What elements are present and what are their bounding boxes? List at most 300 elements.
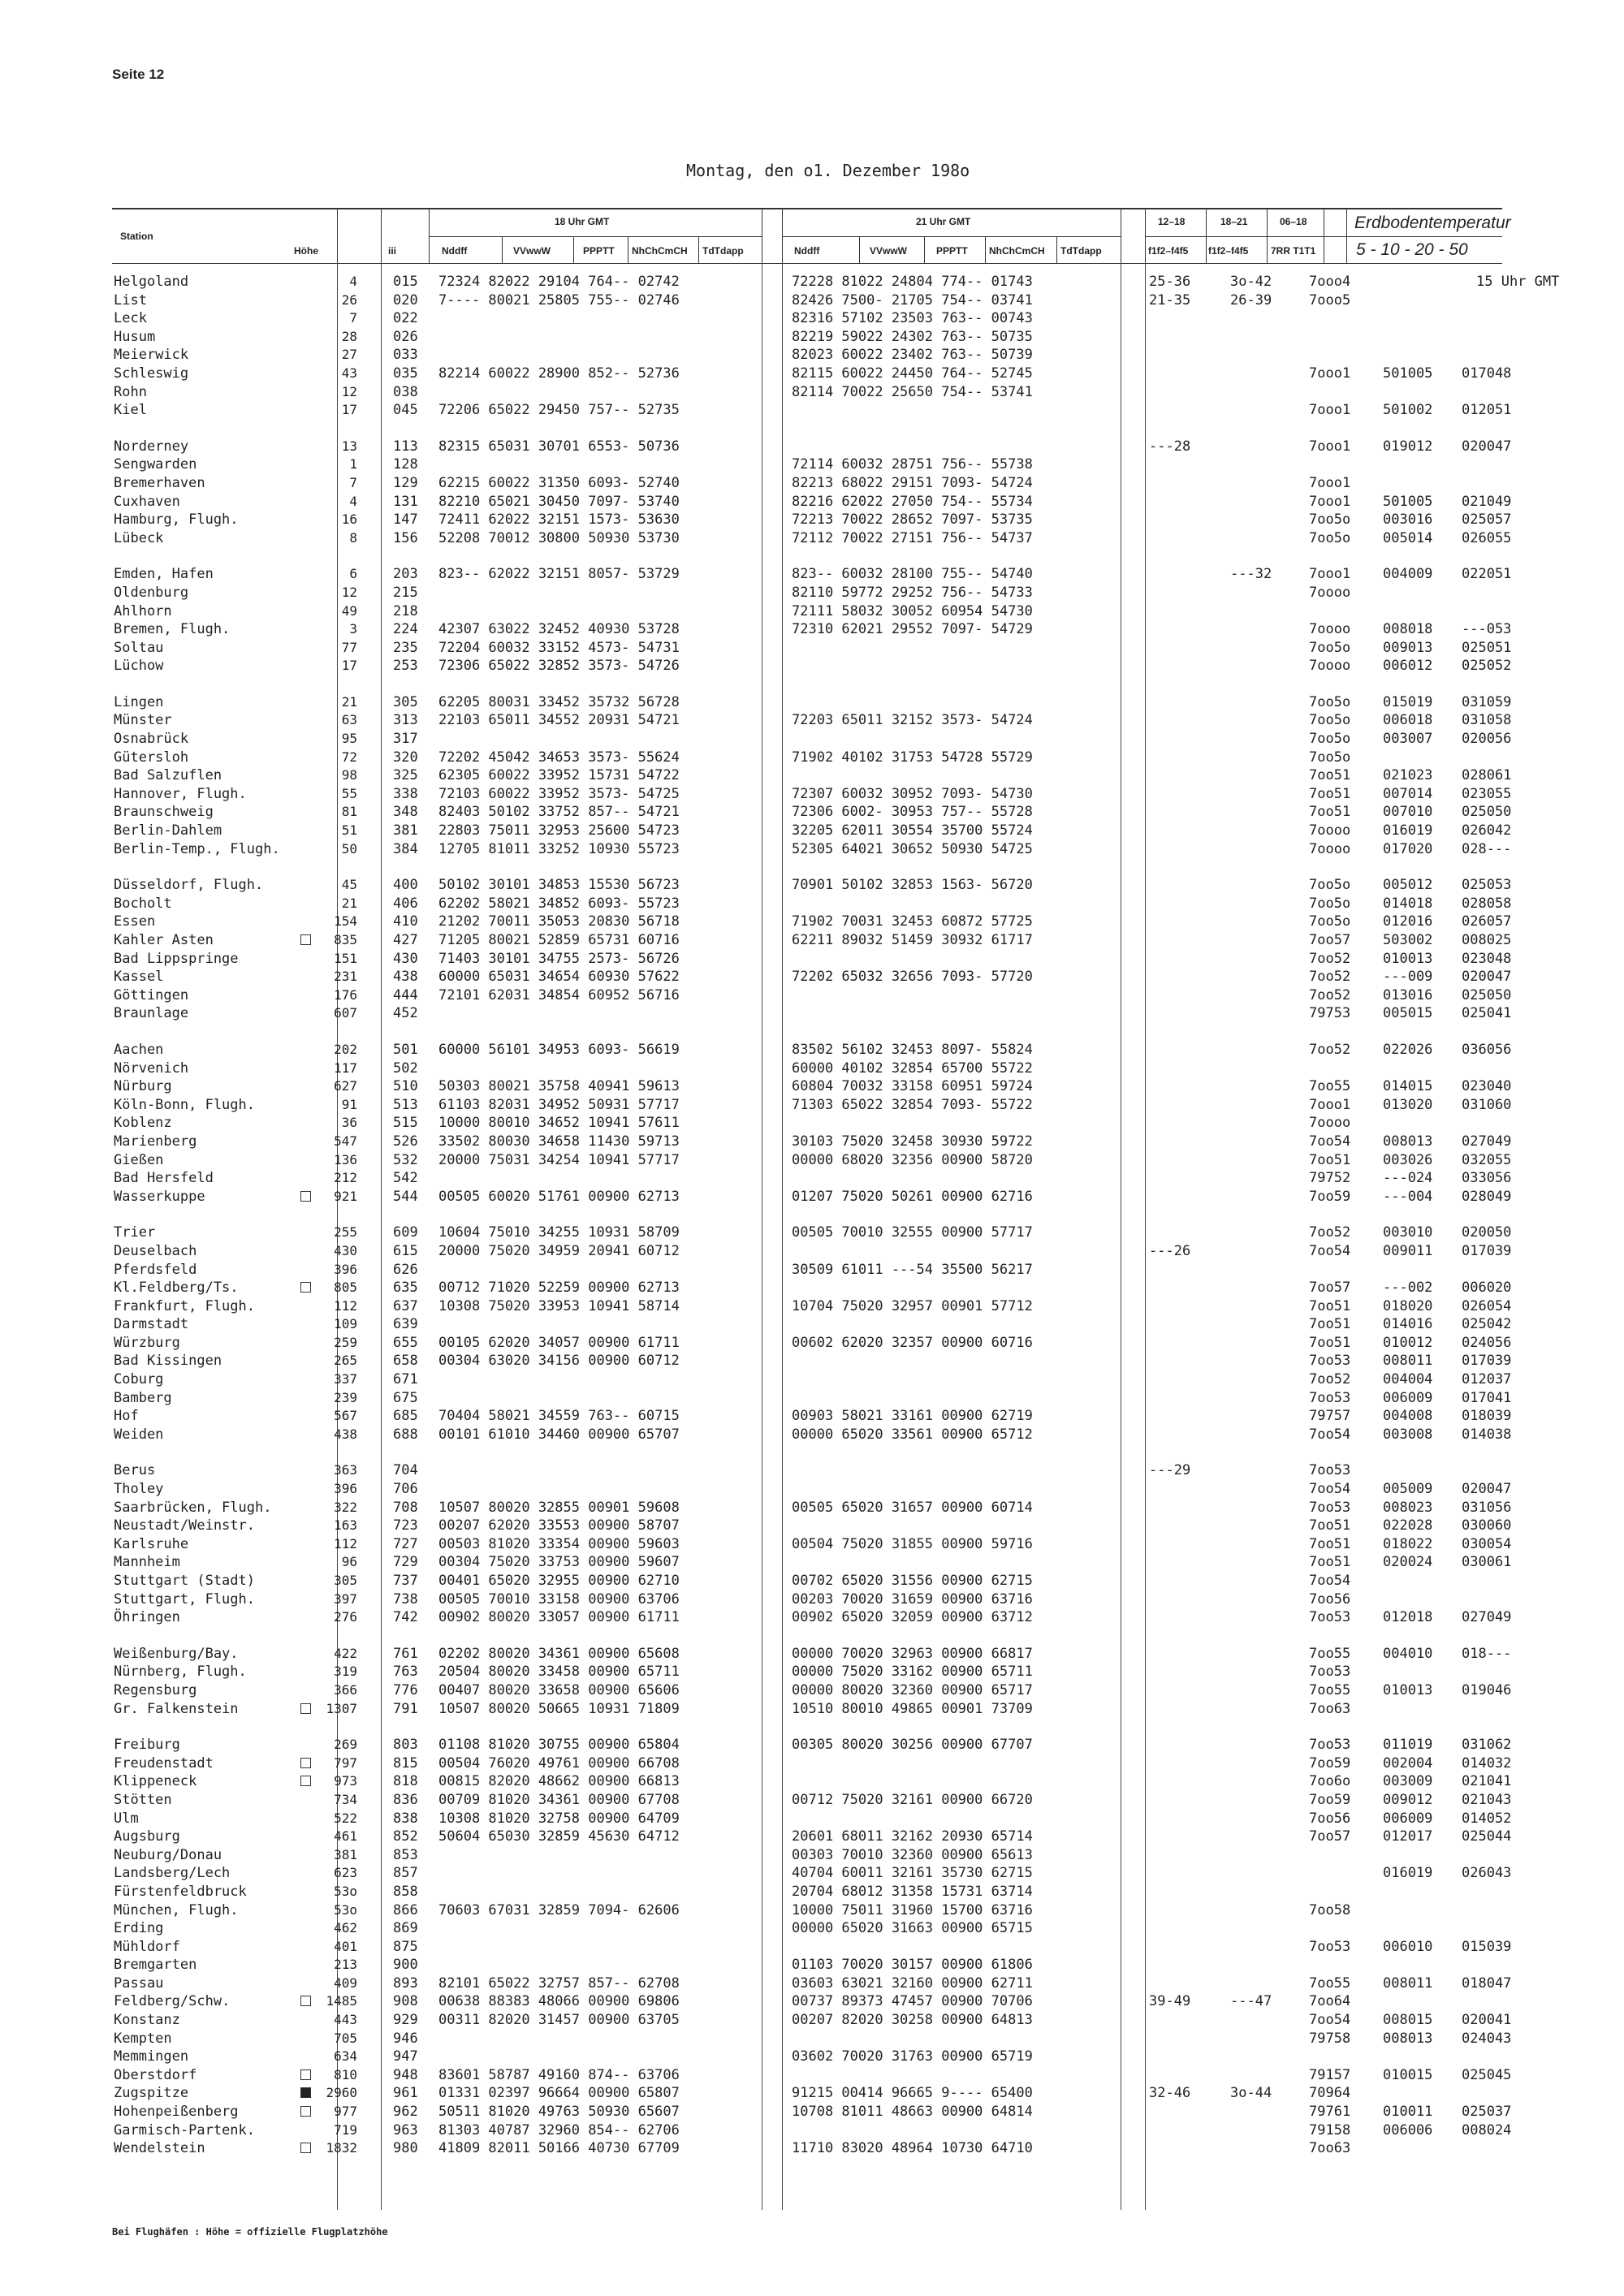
cell-a: 62202 58021 34852 6093- 55723 xyxy=(438,895,680,912)
table-row xyxy=(112,2048,1502,2066)
cell-ii: 980 xyxy=(393,2140,418,2157)
cell-ii: 542 xyxy=(393,1170,418,1187)
cell-a: 83601 58787 49160 874-- 63706 xyxy=(438,2066,680,2083)
gust-2-header: f1f2–f4f5 xyxy=(1208,245,1249,257)
station-name: Stuttgart (Stadt) xyxy=(114,1573,255,1589)
cell-ii: 325 xyxy=(393,767,418,784)
cell-e: 7oo5o xyxy=(1309,877,1351,894)
table-row xyxy=(112,803,1512,822)
station-height: 269 xyxy=(334,1737,357,1753)
cell-g: 020050 xyxy=(1462,1224,1512,1241)
cell-ii: 727 xyxy=(393,1535,418,1552)
station-height: 12 xyxy=(341,383,357,399)
cell-f: 007014 xyxy=(1383,785,1433,802)
table-row xyxy=(112,1169,1512,1188)
station-height: 255 xyxy=(334,1224,357,1241)
cell-f: 013020 xyxy=(1383,1096,1433,1113)
cell-g: 026043 xyxy=(1462,1865,1512,1882)
cell-ii: 338 xyxy=(393,785,418,802)
cell-ii: 818 xyxy=(393,1773,418,1790)
table-row xyxy=(112,1151,1512,1170)
cell-ii: 737 xyxy=(393,1573,418,1589)
cell-e: 7ooo1 xyxy=(1309,1096,1351,1113)
cell-b: 82110 59772 29252 756-- 54733 xyxy=(792,584,1033,601)
cell-a: 20000 75020 34959 20941 60712 xyxy=(438,1242,680,1259)
cell-f: 004009 xyxy=(1383,566,1433,583)
station-height: 231 xyxy=(334,969,357,985)
cell-b: 30103 75020 32458 30930 59722 xyxy=(792,1133,1033,1150)
cell-a: 00311 82020 31457 00900 63705 xyxy=(438,2012,680,2029)
cell-ii: 526 xyxy=(393,1133,418,1150)
table-row xyxy=(112,1736,1512,1754)
cell-b: 10708 81011 48663 00900 64814 xyxy=(792,2104,1033,2121)
col-18-clouds: NhChCmCH xyxy=(632,245,688,257)
table-row xyxy=(112,383,1502,402)
station-name: Kahler Asten xyxy=(114,932,214,948)
cell-b: 00000 70020 32963 00900 66817 xyxy=(792,1645,1033,1662)
station-name: Kassel xyxy=(114,969,164,986)
station-height: 36 xyxy=(341,1115,357,1131)
cell-g: 031062 xyxy=(1462,1737,1512,1754)
cell-g: 036056 xyxy=(1462,1041,1512,1058)
col-18-nddff: Nddff xyxy=(442,245,468,257)
cell-e: 7oo53 xyxy=(1309,1499,1351,1516)
station-name: Weißenburg/Bay. xyxy=(114,1645,239,1662)
cell-e: 7oo54 xyxy=(1309,1426,1351,1443)
station-height: 305 xyxy=(334,1573,357,1588)
station-height: 21 xyxy=(341,693,357,710)
cell-ii: 502 xyxy=(393,1060,418,1077)
cell-a: 41809 82011 50166 40730 67709 xyxy=(438,2140,680,2157)
cell-e: 7oo5o xyxy=(1309,511,1351,529)
cell-a: 00207 62020 33553 00900 58707 xyxy=(438,1517,680,1534)
station-height: 623 xyxy=(334,1865,357,1881)
station-name: Gütersloh xyxy=(114,749,189,766)
station-name: Emden, Hafen xyxy=(114,566,214,583)
table-row xyxy=(112,1956,1502,1974)
cell-f: 019012 xyxy=(1383,438,1433,455)
cell-g: 028049 xyxy=(1462,1188,1512,1205)
cell-f: 004004 xyxy=(1383,1371,1433,1388)
station-name: Augsburg xyxy=(114,1828,180,1845)
cell-ii: 430 xyxy=(393,950,418,967)
table-row xyxy=(112,1754,1512,1773)
cell-a: 10000 80010 34652 10941 57611 xyxy=(438,1115,680,1132)
cell-g: 014038 xyxy=(1462,1426,1512,1443)
cell-f: 008018 xyxy=(1383,621,1433,638)
cell-e: 7ooo1 xyxy=(1309,493,1351,510)
cell-ii: 147 xyxy=(393,511,418,529)
cell-b: 72307 60032 30952 7093- 54730 xyxy=(792,785,1033,802)
cell-f: ---004 xyxy=(1383,1188,1433,1205)
cell-e: 7ooo1 xyxy=(1309,402,1351,419)
station-name: Wasserkuppe xyxy=(114,1188,205,1205)
cell-b: 72310 62021 29552 7097- 54729 xyxy=(792,621,1033,638)
table-row xyxy=(112,2030,1512,2048)
cell-f: 012016 xyxy=(1383,913,1433,930)
cell-a: 72101 62031 34854 60952 56716 xyxy=(438,986,680,1003)
cell-g: 018039 xyxy=(1462,1408,1512,1425)
cell-b: 03603 63021 32160 00900 62711 xyxy=(792,1974,1033,1992)
cell-a: 02202 80020 34361 00900 65608 xyxy=(438,1645,680,1662)
station-name: Trier xyxy=(114,1224,156,1241)
cell-ii: 857 xyxy=(393,1865,418,1882)
cell-e: 79753 xyxy=(1309,1005,1351,1022)
cell-b: 30509 61011 ---54 35500 56217 xyxy=(792,1261,1033,1278)
cell-c: ---26 xyxy=(1149,1242,1191,1259)
cell-g: 031058 xyxy=(1462,712,1512,729)
cell-e: 7oo54 xyxy=(1309,1242,1351,1259)
cell-b: 82316 57102 23503 763-- 00743 xyxy=(792,310,1033,327)
station-group xyxy=(112,1041,1512,1206)
cell-a: 10507 80020 50665 10931 71809 xyxy=(438,1700,680,1717)
cell-e: 7oooo xyxy=(1309,584,1351,601)
station-height: 51 xyxy=(341,822,357,839)
cell-f: 002004 xyxy=(1383,1754,1433,1772)
cell-g: 026055 xyxy=(1462,529,1512,546)
cell-ii: 320 xyxy=(393,749,418,766)
cell-f: 018020 xyxy=(1383,1297,1433,1314)
station-name: Soltau xyxy=(114,639,164,656)
cell-f: 010013 xyxy=(1383,950,1433,967)
cell-f: 006009 xyxy=(1383,1810,1433,1827)
period-1-header: 12–18 xyxy=(1158,216,1186,227)
cell-ii: 742 xyxy=(393,1609,418,1626)
cell-b: 00305 80020 30256 00900 67707 xyxy=(792,1737,1033,1754)
station-group xyxy=(112,438,1512,548)
cell-e: 7oo5o xyxy=(1309,639,1351,656)
cell-f: 005015 xyxy=(1383,1005,1433,1022)
cell-ii: 406 xyxy=(393,895,418,912)
station-name: Berlin-Temp., Flugh. xyxy=(114,840,280,857)
cell-ii: 838 xyxy=(393,1810,418,1827)
cell-b: 82219 59022 24302 763-- 50735 xyxy=(792,328,1033,345)
cell-ii: 776 xyxy=(393,1681,418,1698)
cell-g: 020047 xyxy=(1462,969,1512,986)
station-name: Nürburg xyxy=(114,1078,172,1095)
table-row xyxy=(112,1188,1512,1206)
cell-g: 028061 xyxy=(1462,767,1512,784)
cell-e: 7ooo1 xyxy=(1309,474,1351,491)
cell-b: 00000 80020 32360 00900 65717 xyxy=(792,1681,1033,1698)
station-name: Ahlhorn xyxy=(114,602,172,619)
table-row xyxy=(112,365,1512,383)
station-group xyxy=(112,1224,1512,1444)
table-row xyxy=(112,1791,1512,1810)
station-height: 276 xyxy=(334,1609,357,1625)
table-row xyxy=(112,1883,1502,1901)
cell-f: 016019 xyxy=(1383,1865,1433,1882)
station-name: Stötten xyxy=(114,1791,172,1808)
cell-a: 62215 60022 31350 6093- 52740 xyxy=(438,474,680,491)
table-row xyxy=(112,438,1512,456)
cell-c: 21-35 xyxy=(1149,291,1191,309)
cell-a: 81303 40787 32960 854-- 62706 xyxy=(438,2121,680,2138)
cell-e: 7oo55 xyxy=(1309,1681,1351,1698)
station-height: 49 xyxy=(341,602,357,619)
station-height: 366 xyxy=(334,1681,357,1698)
cell-b: 00712 75020 32161 00900 66720 xyxy=(792,1791,1033,1808)
ii-header: iii xyxy=(388,245,397,257)
cell-g: 017039 xyxy=(1462,1242,1512,1259)
station-name: Husum xyxy=(114,328,156,345)
station-height: 16 xyxy=(341,511,357,528)
cell-f: 501002 xyxy=(1383,402,1433,419)
station-name: Neustadt/Weinstr. xyxy=(114,1517,255,1534)
station-height: 977 xyxy=(334,2104,357,2120)
cell-g: 024043 xyxy=(1462,2030,1512,2047)
cell-a: 00505 70010 33158 00900 63706 xyxy=(438,1590,680,1608)
period-3-header: 06–18 xyxy=(1280,216,1307,227)
station-name: Regensburg xyxy=(114,1681,197,1698)
table-row xyxy=(112,1297,1512,1316)
station-name: Bad Hersfeld xyxy=(114,1170,214,1187)
station-height: 835 xyxy=(334,932,357,947)
cell-b: 72228 81022 24804 774-- 01743 xyxy=(792,274,1033,290)
cell-e: 7oooo xyxy=(1309,1115,1351,1132)
cell-f: 012017 xyxy=(1383,1828,1433,1845)
table-row xyxy=(112,1663,1502,1681)
table-row xyxy=(112,822,1512,840)
station-height: 1307 xyxy=(326,1700,357,1716)
cell-f: 016019 xyxy=(1383,822,1433,839)
cell-ii: 706 xyxy=(393,1481,418,1498)
cell-ii: 615 xyxy=(393,1242,418,1259)
station-height: 522 xyxy=(334,1810,357,1826)
station-name: Bremerhaven xyxy=(114,474,205,491)
station-height: 627 xyxy=(334,1078,357,1094)
page-number: Seite 12 xyxy=(112,67,165,82)
cell-a: 72103 60022 33952 3573- 54725 xyxy=(438,785,680,802)
station-height: 396 xyxy=(334,1261,357,1277)
cell-e: 7oo53 xyxy=(1309,1737,1351,1754)
cell-f: 005009 xyxy=(1383,1481,1433,1498)
table-row xyxy=(112,785,1512,804)
station-name: Ulm xyxy=(114,1810,139,1827)
table-row xyxy=(112,1499,1512,1517)
cell-g: 023048 xyxy=(1462,950,1512,967)
station-group xyxy=(112,273,1560,420)
station-group xyxy=(112,693,1512,858)
cell-d: ---32 xyxy=(1230,566,1272,583)
station-name: Hannover, Flugh. xyxy=(114,785,247,802)
station-name: Helgoland xyxy=(114,274,189,290)
station-height: 45 xyxy=(341,877,357,893)
cell-g: 030061 xyxy=(1462,1554,1512,1571)
cell-g: 033056 xyxy=(1462,1170,1512,1187)
table-row xyxy=(112,1077,1512,1096)
cell-ii: 305 xyxy=(393,693,418,710)
cell-g: 025045 xyxy=(1462,2066,1512,2083)
cell-e: 7oo59 xyxy=(1309,1791,1351,1808)
cell-f: 006009 xyxy=(1383,1389,1433,1406)
cell-ii: 688 xyxy=(393,1426,418,1443)
cell-b: 72112 70022 27151 756-- 54737 xyxy=(792,529,1033,546)
station-height: 1485 xyxy=(326,1993,357,2009)
cell-e: 7oo5o xyxy=(1309,529,1351,546)
station-name: Erding xyxy=(114,1920,164,1937)
cell-f: ---002 xyxy=(1383,1280,1433,1297)
cell-e: 7oo51 xyxy=(1309,1151,1351,1168)
table-row xyxy=(112,1810,1512,1828)
cell-a: 70404 58021 34559 763-- 60715 xyxy=(438,1408,680,1425)
cell-e: 7oo52 xyxy=(1309,969,1351,986)
cell-e: 79757 xyxy=(1309,1408,1351,1425)
cell-g: 025037 xyxy=(1462,2104,1512,2121)
cell-g: ---053 xyxy=(1462,621,1512,638)
cell-g: 018--- xyxy=(1462,1645,1512,1662)
cell-a: 60000 65031 34654 60930 57622 xyxy=(438,969,680,986)
cell-a: 62305 60022 33952 15731 54722 xyxy=(438,767,680,784)
cell-ii: 045 xyxy=(393,402,418,419)
station-name: Garmisch-Partenk. xyxy=(114,2121,255,2138)
station-height: 7 xyxy=(349,310,357,326)
table-row xyxy=(112,291,1502,310)
station-group xyxy=(112,876,1512,1023)
cell-ii: 637 xyxy=(393,1297,418,1314)
station-name: Sengwarden xyxy=(114,456,197,473)
cell-b: 52305 64021 30652 50930 54725 xyxy=(792,840,1033,857)
cell-b: 11710 83020 48964 10730 64710 xyxy=(792,2140,1033,2157)
station-height: 547 xyxy=(334,1133,357,1149)
cell-b: 82216 62022 27050 754-- 55734 xyxy=(792,493,1033,510)
station-height: 921 xyxy=(334,1188,357,1204)
cell-e: 7oo5o xyxy=(1309,895,1351,912)
station-height: 112 xyxy=(334,1535,357,1552)
cell-ii: 815 xyxy=(393,1754,418,1772)
cell-note: 15 Uhr GMT xyxy=(1476,274,1560,290)
station-name: Gießen xyxy=(114,1151,164,1168)
cell-ii: 022 xyxy=(393,310,418,327)
station-height: 719 xyxy=(334,2121,357,2138)
cell-e: 7oo57 xyxy=(1309,1828,1351,1845)
station-height: 63 xyxy=(341,712,357,728)
cell-e: 7oo56 xyxy=(1309,1590,1351,1608)
cell-g: 014052 xyxy=(1462,1810,1512,1827)
table-row xyxy=(112,913,1512,931)
station-height: 797 xyxy=(334,1754,357,1771)
station-height: 430 xyxy=(334,1242,357,1258)
station-name: Lüchow xyxy=(114,658,164,675)
station-height: 319 xyxy=(334,1664,357,1680)
table-row xyxy=(112,493,1512,511)
cell-e: 7oo51 xyxy=(1309,1517,1351,1534)
cell-b: 82114 70022 25650 754-- 53741 xyxy=(792,383,1033,400)
cell-d: 3o-42 xyxy=(1230,274,1272,290)
cell-ii: 038 xyxy=(393,383,418,400)
cell-g: 025052 xyxy=(1462,658,1512,675)
cell-a: 20000 75031 34254 10941 57717 xyxy=(438,1151,680,1168)
cell-f: 012018 xyxy=(1383,1609,1433,1626)
col-21-ppptt: PPPTT xyxy=(936,245,968,257)
station-name: Lübeck xyxy=(114,529,164,546)
cell-b: 10704 75020 32957 00901 57712 xyxy=(792,1297,1033,1314)
cell-g: 032055 xyxy=(1462,1151,1512,1168)
cell-f: 008011 xyxy=(1383,1974,1433,1992)
station-name: Cuxhaven xyxy=(114,493,180,510)
footnote: Bei Flughäfen : Höhe = offizielle Flugplatzhöhe xyxy=(112,2226,388,2238)
table-row xyxy=(112,1114,1502,1133)
table-row xyxy=(112,1992,1502,2011)
cell-ii: 655 xyxy=(393,1334,418,1351)
cell-f: 013016 xyxy=(1383,986,1433,1003)
table-row xyxy=(112,273,1560,291)
precip-header: 7RR T1T1 xyxy=(1271,245,1316,257)
station-height: 117 xyxy=(334,1060,357,1076)
cell-g: 019046 xyxy=(1462,1681,1512,1698)
cell-a: 21202 70011 35053 20830 56718 xyxy=(438,913,680,930)
cell-g: 028058 xyxy=(1462,895,1512,912)
cell-ii: 501 xyxy=(393,1041,418,1058)
cell-b: 00902 65020 32059 00900 63712 xyxy=(792,1609,1033,1626)
station-name: Mannheim xyxy=(114,1554,180,1571)
cell-a: 00304 75020 33753 00900 59607 xyxy=(438,1554,680,1571)
cell-b: 00000 75020 33162 00900 65711 xyxy=(792,1664,1033,1681)
table-row xyxy=(112,2084,1502,2103)
table-row xyxy=(112,1370,1512,1389)
table-row xyxy=(112,2121,1512,2140)
station-height: 422 xyxy=(334,1645,357,1661)
cell-b: 70901 50102 32853 1563- 56720 xyxy=(792,877,1033,894)
table-row xyxy=(112,1480,1512,1499)
station-name: Neuburg/Donau xyxy=(114,1846,222,1863)
col-21-tdtd: TdTdapp xyxy=(1060,245,1102,257)
table-row xyxy=(112,1572,1502,1590)
cell-e: 7oooo xyxy=(1309,658,1351,675)
station-name: Kempten xyxy=(114,2030,172,2047)
station-height: 337 xyxy=(334,1371,357,1388)
station-name: Memmingen xyxy=(114,2048,189,2065)
table-row xyxy=(112,1407,1512,1426)
table-row xyxy=(112,2103,1512,2121)
cell-e: 7oo59 xyxy=(1309,1754,1351,1772)
table-row xyxy=(112,639,1512,658)
cell-e: 7oo53 xyxy=(1309,1609,1351,1626)
cell-g: 020047 xyxy=(1462,1481,1512,1498)
cell-e: 7oo6o xyxy=(1309,1773,1351,1790)
cell-ii: 929 xyxy=(393,2012,418,2029)
cell-e: 7oo5o xyxy=(1309,913,1351,930)
table-row xyxy=(112,950,1512,969)
cell-a: 50604 65030 32859 45630 64712 xyxy=(438,1828,680,1845)
cell-b: 83502 56102 32453 8097- 55824 xyxy=(792,1041,1033,1058)
cell-ii: 635 xyxy=(393,1280,418,1297)
cell-a: 60000 56101 34953 6093- 56619 xyxy=(438,1041,680,1058)
cell-a: 72204 60032 33152 4573- 54731 xyxy=(438,639,680,656)
station-name: Würzburg xyxy=(114,1334,180,1351)
cell-ii: 738 xyxy=(393,1590,418,1608)
cell-ii: 908 xyxy=(393,1993,418,2010)
cell-f: 020024 xyxy=(1383,1554,1433,1571)
cell-ii: 427 xyxy=(393,932,418,948)
table-row xyxy=(112,2011,1512,2030)
station-height: 1832 xyxy=(326,2140,357,2156)
cell-b: 01207 75020 50261 00900 62716 xyxy=(792,1188,1033,1205)
cell-f: 501005 xyxy=(1383,493,1433,510)
station-name: Bad Lippspringe xyxy=(114,950,239,967)
cell-ii: 947 xyxy=(393,2048,418,2065)
cell-g: 020056 xyxy=(1462,731,1512,748)
cell-ii: 348 xyxy=(393,804,418,821)
cell-b: 72213 70022 28652 7097- 53735 xyxy=(792,511,1033,529)
cell-ii: 704 xyxy=(393,1462,418,1479)
cell-g: 008024 xyxy=(1462,2121,1512,2138)
period-2-header: 18–21 xyxy=(1220,216,1248,227)
station-height: 607 xyxy=(334,1005,357,1021)
station-height: 26 xyxy=(341,291,357,308)
station-name: Karlsruhe xyxy=(114,1535,189,1552)
station-height: 213 xyxy=(334,1957,357,1973)
